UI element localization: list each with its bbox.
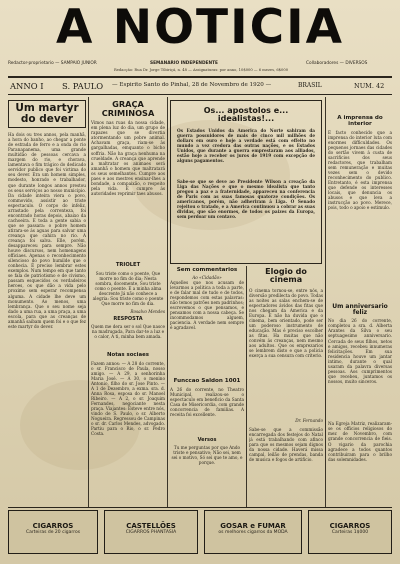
dateline — [0, 79, 400, 93]
center-column-left — [170, 266, 244, 506]
article-headline: A imprensa do interior — [337, 115, 383, 127]
article-headline: Sem commentarios — [176, 267, 238, 273]
column-rule — [88, 97, 89, 507]
issue-year: ANNO I — [10, 81, 44, 91]
ad-subtitle: Carteiras de 20 cigarros — [25, 530, 81, 535]
divider — [8, 507, 392, 508]
publisher-info: Redactor-proprietario — SAMPAIO JUNIOR — [8, 61, 97, 66]
article-headline: Funccao Saldon 1001 — [173, 377, 241, 384]
article-body: Na Egreja Matriz, realizaram-se os officios religiosos do mez de Novembro, com grande concorrencia de fieis. O vigario da parochia agradece a todos quantos contribuiram para o brilho das solemnidades. — [328, 421, 392, 462]
article-headline: Um anniversario feliz — [332, 302, 388, 317]
ad-title: CIGARROS — [329, 522, 371, 530]
notes-body: Fazem annos: — A 28 do corrente, o sr. Francisco de Paula, nosso amigo. — A 29, a senhorinha Maria José. — A 30, o menino Antonio, filho do sr. Jose Pinto. — A 1 de Dezembro, a exma. sra. d. Anna Rosa, esposa do sr. Manoel Ribeiro. — A 2, o sr. Joaquim Fernandes, negociante nesta praça. Viajantes: Esteve entre nós, vindo de S. Paulo, o sr. Alberto Nogueira. Regressou de Campinas o sr. dr. Carlos Mendes, advogado. Partiu para o Rio, o sr. Pedro Costa. — [91, 360, 165, 437]
masthead — [0, 0, 400, 60]
newspaper-tagline: SEMANARIO INDEPENDENTE — [150, 61, 218, 66]
ad-title: CIGARROS — [32, 522, 74, 530]
article-headline: Um martyr do dever — [8, 100, 86, 128]
advertisement-strip — [8, 510, 392, 554]
advertisement — [308, 510, 392, 554]
advertisement — [104, 510, 198, 554]
article-signature: Dr. Fernando — [295, 417, 323, 423]
reply-text: Quem me dera ser o sol Que nasce na madrugada, Para dar-te a luz e o calor, A ti, minha bem amada. — [91, 323, 165, 340]
advertisement — [204, 510, 302, 554]
article-body: Sabe-se que se deve ao Presidente Wilson a creação da Liga das Nações e que o mesmo idealista que tanto pregou a paz e a fraternidade, appareceu na conferencia de Paris com as suas famosas quatorze condições. Os americanos, porém, não adheriram á Liga. O Senado rejeitou o tratado, e a America continuou a cobrar as suas dividas, que são enormes, de todos os paizes da Europa, sem perdoar um centavo. — [177, 178, 315, 220]
center-column-right — [249, 266, 323, 506]
column-rule — [325, 97, 326, 507]
ad-title: GOSAR e FUMAR — [220, 522, 286, 530]
newspaper-title: A NOTICIA — [56, 0, 344, 55]
article-body: Sabe-se que a commissão encarregada dos festejos do Natal já está trabalhando com afinco para que os mesmos sejam dignos da nossa cidade. Haverá missa campal, leilão de prendas, banda de musica e fogos de artificio. — [249, 426, 323, 463]
article-body: A 26 do corrente, no Theatro Municipal, realizou-se o espectaculo em beneficio da Santa Casa de Misericordia, com grande concorrencia de familias. A receita foi excellente. — [170, 386, 244, 417]
ad-subtitle: os melhores cigarros da MODA — [218, 530, 288, 535]
verses-text: Tu me perguntas por que Ando triste e pensativo; Não sei, nem sei o motivo, Só sei que te amo, e porque. — [171, 445, 243, 466]
ad-subtitle: Carteiras 1$000 — [331, 530, 369, 535]
article-headline: Os... apostolos e... idealistas!... — [203, 106, 289, 124]
column-right — [328, 98, 392, 506]
article-body: É facto conhecido que a imprensa do interior luta com enormes difficuldades. Os pequenos jornaes das cidades do sertão vivem á custa de sacrificios dos seus redactores, que trabalham sem remuneração e muitas vezes sem o devido reconhecimento do publico. Entretanto, é esta imprensa que defende os interesses locais, que denuncia os abusos e que leva a instrucção ao povo. Merece, pois, todo o apoio e estimulo. — [328, 129, 392, 211]
article-lead: Os Estados Unidos da America do Norte sahiram da guerra possuidores de mais de cinco mil milhões de dollars em ouro e hoje a verdade está com effeito no mundo a vez credora das outras nações, e os Estados Unidos, que durante a guerra emprestaram aos alliados, estão hoje a receber os juros de 1919 com excepção de alguns pagamentos. — [177, 127, 315, 164]
poem-title: TRIOLET — [115, 262, 141, 269]
place-date: — Espirito Santo do Pinhal, 28 de Novembro de 1920 — — [112, 82, 272, 88]
advertisement — [8, 510, 98, 554]
article-subhead: Ao «Cidadão» — [192, 274, 222, 280]
article-body: Ha dois ou tres annos, pela manhã, a hora do banho, ao chegar a ponte de estrada de ferro e a onda do rio Paranapanema, uma grande multidão de pessoas cercava a margem do rio, e chorava, lamentava o fim trágico do dedicado servidor publico que foi victima do seu dever. Era um homem simples, modesto, honrado e trabalhador, que durante longos annos prestou os seus serviços ao nosso municipio. Da cidade inteira viera o povo, commovido, assistir ao triste espectaculo. O corpo do infeliz, arrastado pela correnteza, foi encontrado horas depois, abaixo da cachoeira. E toda a gente sabia o que se passara: o pobre homem atirara-se ás aguas para salvar uma creança que cahira no rio. A creança foi salva. Elle, porém, desappareceu para sempre. Não houve discursos, nem homenagens officiaes. Apenas o reconhecimento silencioso do povo humilde que o conhecia. É preciso lembrar estes exemplos. Num tempo em que tanto se fala de patriotismo e de civismo, passam esquecidos os verdadeiros heroes, os que dão a vida pelo proximo sem esperar recompensa alguma. A cidade lhe deve um monumento. Ao menos, uma lembrança. Que o seu nome seja dado a uma rua, a uma praça, a uma escola, para que as creanças de amanhã saibam quem foi e o que fez este martyr do dever. — [8, 132, 86, 329]
article-body: Vimos nas ruas da nossa cidade, em plena luz do dia, um grupo de rapazes que se divertia atormentando um pobre animal. Achavam graça, riam-se às gargalhadas, emquanto o bicho soffria. Não ha graça nenhuma na crueldade. A creança que aprende a maltratar os animaes será amanhã o homem que maltratará os seus semelhantes. Cumpre aos paes e aos mestres ensinar-lhes a bondade, a compaixão, o respeito pela vida. E cumpre ás autoridades reprimir taes abusos. — [91, 120, 165, 196]
divider — [8, 94, 392, 95]
office-info: Redacção: Rua Dr. Jorge Tibiriçá, n. 48 — Assignaturas: por anno, 10$000 — 6 mezes, 6$000 — [113, 68, 289, 72]
city: S. PAULO — [62, 81, 104, 91]
poem-author: Rosalvo Mendes — [130, 308, 165, 314]
notes-title: Notas sociaes — [107, 351, 149, 358]
divider — [8, 76, 392, 78]
article-body: No dia 26 do corrente, completou a sra. d. Alberta Arantes da Silva o seu septuagesimo anniversario. Cercada de seus filhos, netos e amigos, recebeu innumeras felicitações. Em sua residencia houve um jantar intimo, durante o qual usaram da palavra diversas pessoas. Aos cumprimentos que recebeu, juntamos os nossos, muito sinceros. — [328, 318, 392, 384]
feature-article-box — [170, 100, 322, 264]
column-1 — [8, 98, 86, 506]
poem-text: Sou triste como o poente, Que morre no fim do dia; Nesta sombra, docemente, Sou triste como o poente. E a minha alma descrente Já não conhece a alegria: Sou triste como o poente Que morre no fim do dia. — [92, 270, 164, 306]
reply-title: RESPOSTA — [113, 315, 143, 322]
article-headline: GRAÇA CRIMINOSA — [101, 99, 155, 118]
contributors-info: Collaboradores — DIVERSOS — [306, 61, 368, 66]
country: BRASIL — [298, 82, 322, 89]
column-rule — [167, 97, 168, 507]
ad-subtitle: CIGARROS PHANTASIA — [125, 530, 177, 535]
ad-title: CASTELLÕES — [126, 522, 176, 530]
article-body: Aquelles que nos acusam de levarmos a politica a toda a parte, e de falar mal de tudo e de todos, respondemos com estas palavras: não temos patrões nem padrinhos; escrevemos o que pensamos, e pensamos com a nossa cabeça. Se incommodamos alguem, paciencia. A verdade nem sempre é agradavel. — [170, 279, 244, 331]
column-rule — [246, 266, 247, 507]
article-body: O cinema tornou-se, entre nós, a diversão predilecta do povo. Todas as noites as salas enchem-se de espectadores ávidos das fitas que nos chegam da America e da Europa. E não ha duvida que o cinema, bem orientado, pode ser um poderoso instrumento de educação. Mas é preciso escolher as fitas. Ha muitas que não convém ás creanças, nem mesmo aos adultos. Que os emprezarios se lembrem disto e que a policia exerça a sua censura com criterio. — [249, 287, 323, 359]
column-2 — [91, 98, 165, 506]
verses-title: Versos — [197, 436, 217, 443]
issue-number: NUM. 42 — [354, 82, 385, 90]
article-headline: Elogio do cinema — [265, 267, 307, 285]
